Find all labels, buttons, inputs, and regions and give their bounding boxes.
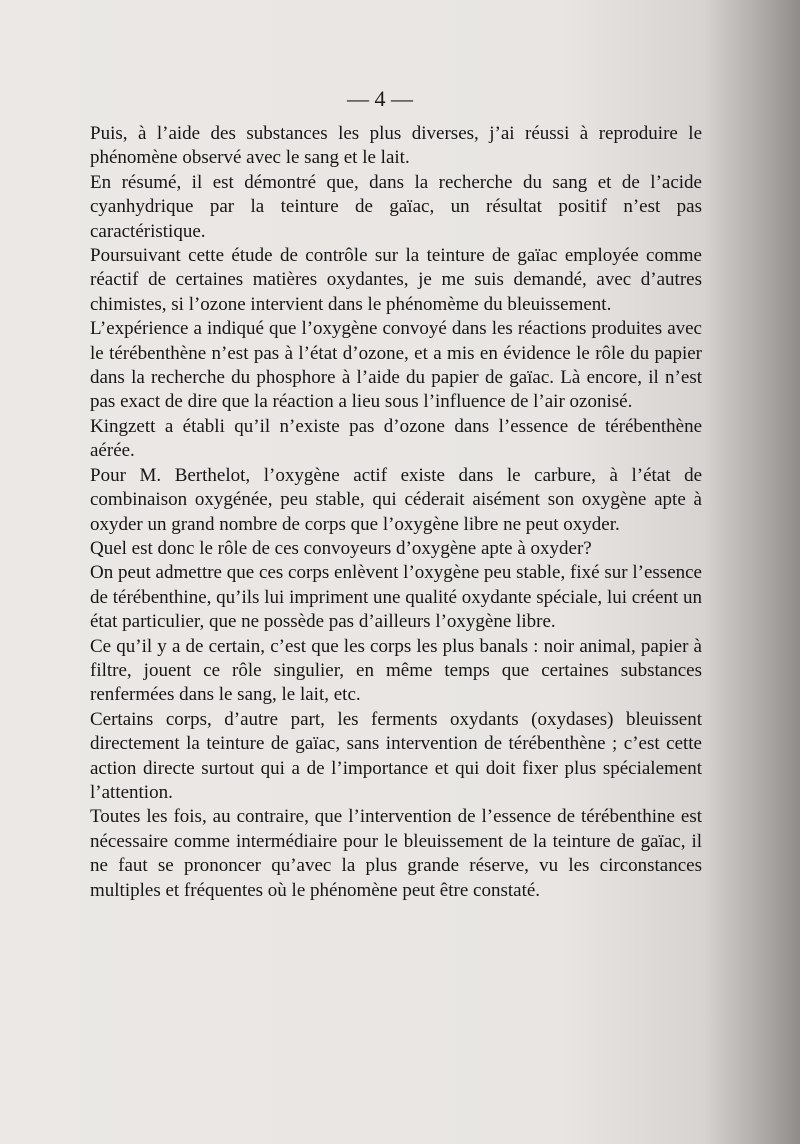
paragraph: En résumé, il est démontré que, dans la recherche du sang et de l’acide cyanhydrique par la teinture de gaïac, un résultat positif n’est pas caractéristique.: [90, 171, 702, 242]
paragraph: Quel est donc le rôle de ces convoyeurs d’oxygène apte à oxyder?: [90, 537, 592, 559]
paragraph: Kingzett a établi qu’il n’existe pas d’ozone dans l’essence de térébenthène aérée.: [90, 415, 702, 462]
page-number: — 4 —: [347, 86, 413, 111]
paragraph: Puis, à l’aide des substances les plus diverses, j’ai réussi à reproduire le phénomène observé avec le sang et le lait.: [90, 123, 702, 169]
paragraph: Pour M. Berthelot, l’oxygène actif existe dans le carbure, à l’état de combinaison oxygénée, peu stable, qui céderait aisément son oxygène apte à oxyder un grand nombre de corps que l’oxygène libre ne peut oxyder.: [90, 464, 702, 535]
paragraph: L’expérience a indiqué que l’oxygène convoyé dans les réactions produites avec le térébenthène n’est pas à l’état d’ozone, et a mis en évidence le rôle du papier dans la recherche du phosphore à l’aide du papier de gaïac. Là encore, il n’est pas exact de dire que la réaction a lieu sous l’influence de l’air ozonisé.: [90, 318, 702, 413]
paragraph: On peut admettre que ces corps enlèvent l’oxygène peu stable, fixé sur l’essence de térébenthine, qu’ils lui impriment une qualité oxydante spéciale, lui créent un état particulier, que ne possède pas d’ailleurs l’oxygène libre.: [90, 562, 702, 633]
paragraph: Ce qu’il y a de certain, c’est que les corps les plus banals : noir animal, papier à filtre, jouent ce rôle singulier, en même temps que certaines substances renfermées dans le sang, le lait, etc.: [90, 635, 702, 706]
paragraph: Certains corps, d’autre part, les ferments oxydants (oxydases) bleuissent directement la teinture de gaïac, sans intervention de térébenthène ; c’est cette action directe surtout qui a de l’importance et qui doit fixer plus spécialement l’attention.: [90, 708, 702, 803]
paragraph: Poursuivant cette étude de contrôle sur la teinture de gaïac employée comme réactif de certaines matières oxydantes, je me suis demandé, avec d’autres chimistes, si l’ozone intervient dans le phénomème du bleuissement.: [90, 245, 702, 315]
body-text: [90, 122, 702, 903]
paragraph: Toutes les fois, au contraire, que l’intervention de l’essence de térébenthine est nécessaire comme intermédiaire pour le bleuissement de la teinture de gaïac, il ne faut se prononcer qu’avec la plus grande réserve, vu les circonstances multiples et fréquentes où le phénomène peut être constaté.: [90, 806, 702, 901]
